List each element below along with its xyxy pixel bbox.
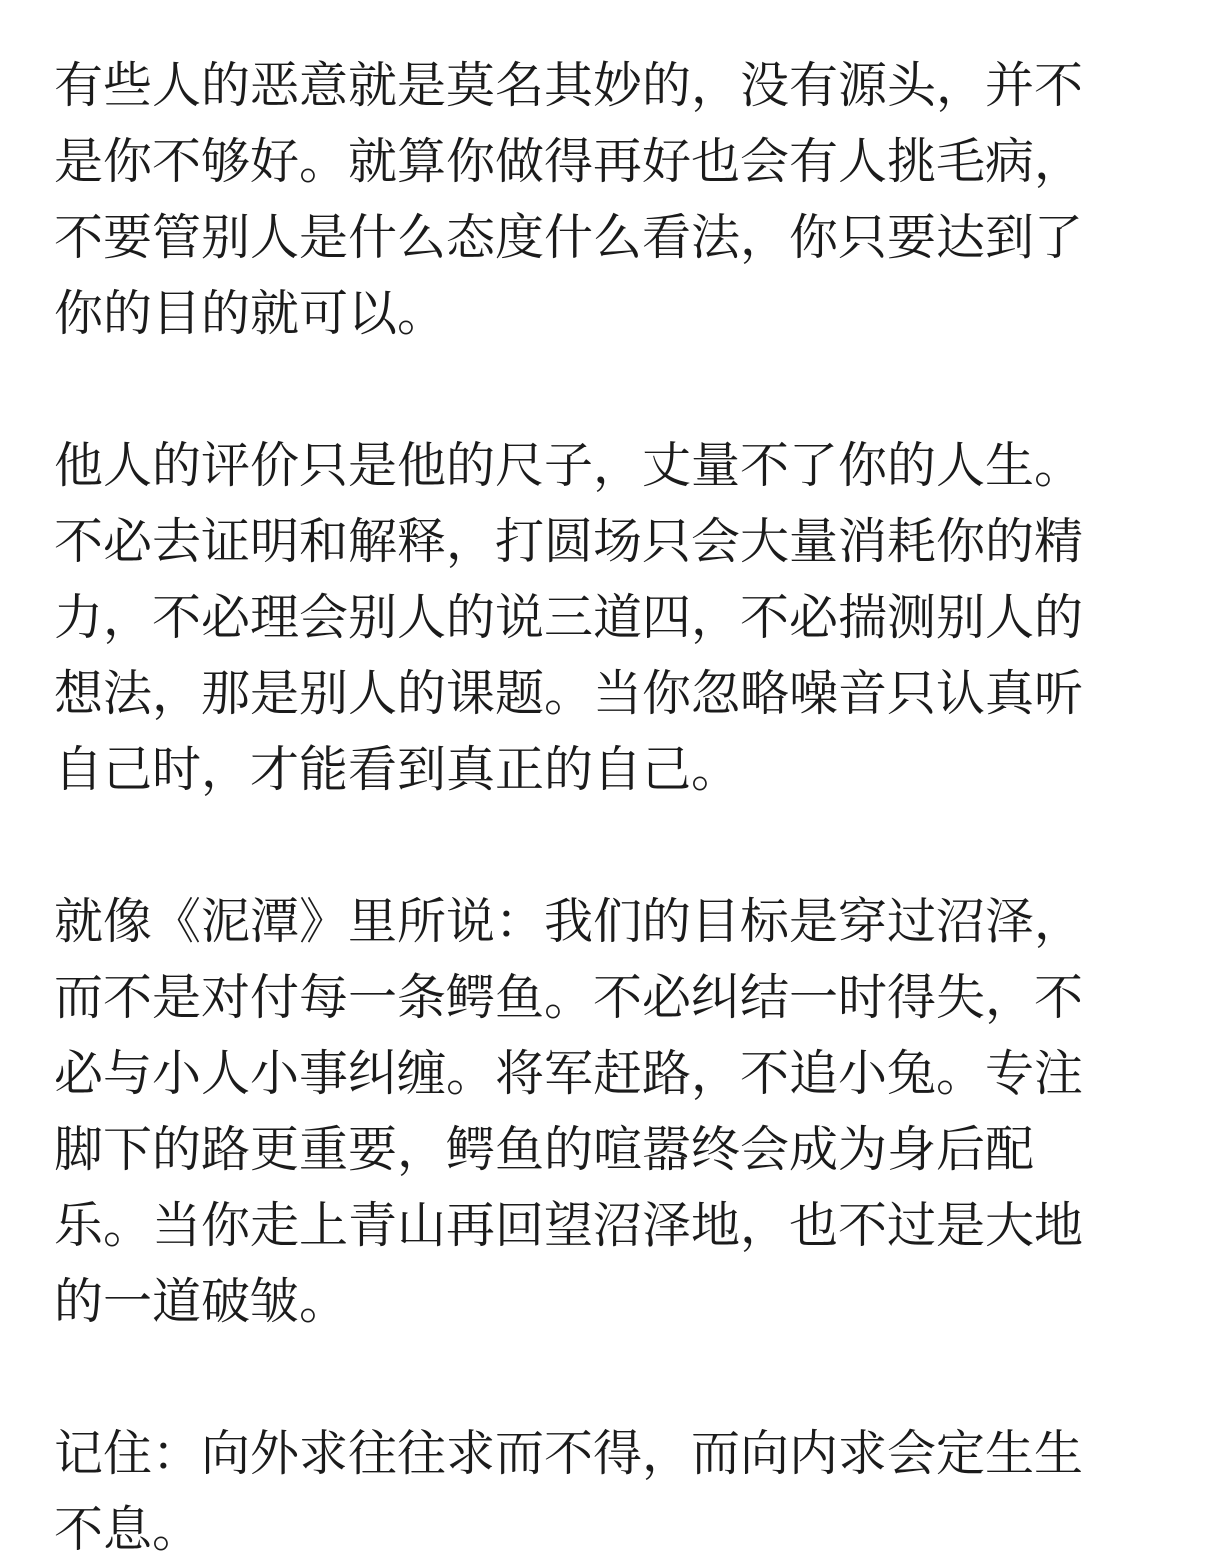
text-line: 必与小人小事纠缠。将军赶路，不追小兔。专注 [54, 1045, 1084, 1102]
text-line: 不息。 [54, 1501, 202, 1558]
paragraph-2 [54, 428, 1164, 808]
text-line: 而不是对付每一条鳄鱼。不必纠结一时得失，不 [54, 969, 1084, 1026]
text-line: 他人的评价只是他的尺子，丈量不了你的人生。 [54, 437, 1084, 494]
text-line: 乐。当你走上青山再回望沼泽地，也不过是大地 [54, 1197, 1084, 1254]
text-line: 不必去证明和解释，打圆场只会大量消耗你的精 [54, 513, 1084, 570]
text-line: 脚下的路更重要，鳄鱼的喧嚣终会成为身后配 [54, 1121, 1035, 1178]
text-line: 就像《泥潭》里所说：我们的目标是穿过沼泽， [54, 893, 1084, 950]
text-line: 力，不必理会别人的说三道四，不必揣测别人的 [54, 589, 1084, 646]
text-line: 是你不够好。就算你做得再好也会有人挑毛病， [54, 133, 1084, 190]
article-body [54, 48, 1164, 1568]
paragraph-4 [54, 1416, 1164, 1568]
text-line: 自己时，才能看到真正的自己。 [54, 741, 741, 798]
text-line: 你的目的就可以。 [54, 285, 447, 342]
paragraph-1 [54, 48, 1164, 352]
text-line: 想法，那是别人的课题。当你忽略噪音只认真听 [54, 665, 1084, 722]
paragraph-3 [54, 884, 1164, 1340]
text-line: 记住：向外求往往求而不得，而向内求会定生生 [54, 1425, 1084, 1482]
text-line: 有些人的恶意就是莫名其妙的，没有源头，并不 [54, 57, 1084, 114]
text-line: 不要管别人是什么态度什么看法，你只要达到了 [54, 209, 1084, 266]
text-line: 的一道破皱。 [54, 1273, 349, 1330]
